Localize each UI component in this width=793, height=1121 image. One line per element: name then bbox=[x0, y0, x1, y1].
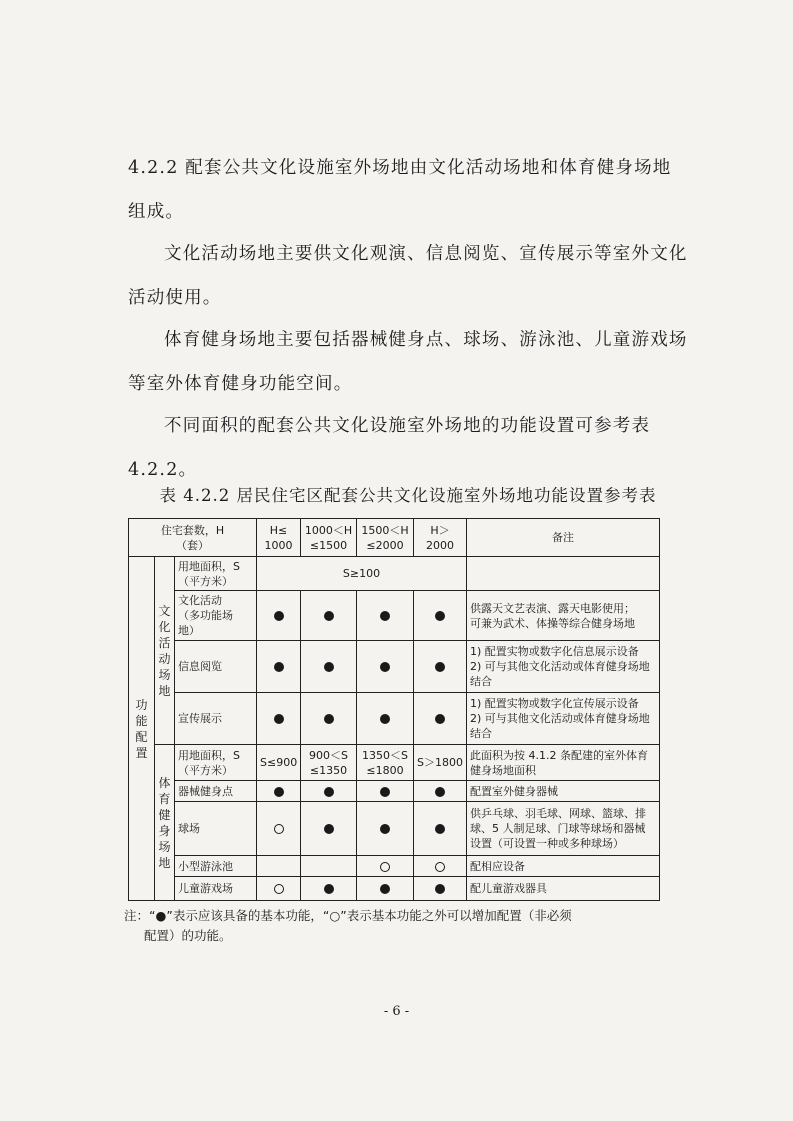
mark-cell bbox=[414, 693, 467, 745]
filled-circle-icon bbox=[274, 787, 284, 797]
sport-area-value: 1350＜S ≤1800 bbox=[357, 745, 414, 781]
mark-cell bbox=[301, 641, 357, 693]
header-housing-units: 住宅套数，H （套） bbox=[129, 519, 257, 557]
header-col: H≤ 1000 bbox=[257, 519, 301, 557]
filled-circle-icon bbox=[380, 714, 390, 724]
filled-circle-icon bbox=[274, 714, 284, 724]
filled-circle-icon bbox=[435, 884, 445, 894]
mark-cell bbox=[301, 781, 357, 802]
mark-cell bbox=[257, 781, 301, 802]
mark-cell bbox=[357, 802, 414, 856]
filled-circle-icon bbox=[435, 662, 445, 672]
culture-area-value: S≥100 bbox=[257, 557, 467, 591]
table-caption: 表 4.2.2 居民住宅区配套公共文化设施室外场地功能设置参考表 bbox=[159, 486, 657, 505]
row-label: 球场 bbox=[175, 802, 257, 856]
page-number: - 6 - bbox=[383, 1004, 410, 1019]
sport-row bbox=[129, 781, 660, 802]
row-note bbox=[467, 557, 660, 591]
filled-circle-icon bbox=[435, 611, 445, 621]
filled-circle-icon bbox=[324, 787, 334, 797]
row-label: 文化活动 （多功能场 地） bbox=[175, 591, 257, 641]
paragraph-table-reference: 不同面积的配套公共文化设施室外场地的功能设置可参考表 4.2.2。 bbox=[128, 416, 651, 480]
hollow-circle-icon bbox=[274, 824, 284, 834]
culture-area-row bbox=[129, 557, 660, 591]
row-note: 1) 配置实物或数字化宣传展示设备 2) 可与其他文化活动或体育健身场地结合 bbox=[467, 693, 660, 745]
hollow-circle-icon bbox=[380, 862, 390, 872]
mark-cell bbox=[301, 591, 357, 641]
filled-circle-icon bbox=[380, 662, 390, 672]
mark-cell bbox=[257, 591, 301, 641]
culture-row bbox=[129, 641, 660, 693]
filled-circle-icon bbox=[380, 611, 390, 621]
header-col: H＞2000 bbox=[414, 519, 467, 557]
mark-cell bbox=[414, 877, 467, 901]
filled-circle-icon bbox=[324, 884, 334, 894]
mark-cell bbox=[301, 877, 357, 901]
hollow-circle-icon bbox=[274, 884, 284, 894]
hollow-circle-icon bbox=[435, 862, 445, 872]
filled-circle-icon bbox=[435, 824, 445, 834]
mark-cell bbox=[414, 802, 467, 856]
function-setting-table bbox=[128, 518, 660, 901]
mark-cell bbox=[357, 591, 414, 641]
culture-row bbox=[129, 591, 660, 641]
mark-cell bbox=[414, 641, 467, 693]
filled-circle-icon bbox=[274, 662, 284, 672]
filled-circle-icon bbox=[324, 662, 334, 672]
row-label: 用地面积，S （平方米） bbox=[175, 745, 257, 781]
mark-cell bbox=[414, 591, 467, 641]
footnote-line-1: 注：“●”表示应该具备的基本功能，“○”表示基本功能之外可以增加配置（非必须 bbox=[124, 908, 572, 923]
row-note: 配相应设备 bbox=[467, 856, 660, 877]
mark-cell bbox=[257, 693, 301, 745]
sport-area-value: 900＜S ≤1350 bbox=[301, 745, 357, 781]
table-footnote bbox=[124, 906, 684, 946]
filled-circle-icon bbox=[274, 611, 284, 621]
row-note: 供露天文艺表演、露天电影使用； 可兼为武术、体操等综合健身场地 bbox=[467, 591, 660, 641]
paragraph-sport-venue: 体育健身场地主要包括器械健身点、球场、游泳池、儿童游戏场等室外体育健身功能空间。 bbox=[128, 330, 688, 394]
header-note: 备注 bbox=[467, 519, 660, 557]
mark-cell bbox=[301, 856, 357, 877]
sport-row bbox=[129, 877, 660, 901]
sport-area-row bbox=[129, 745, 660, 781]
header-col: 1500＜H ≤2000 bbox=[357, 519, 414, 557]
filled-circle-icon bbox=[324, 824, 334, 834]
mark-cell bbox=[357, 877, 414, 901]
sport-area-value: S＞1800 bbox=[414, 745, 467, 781]
row-note: 此面积为按 4.1.2 条配建的室外体育健身场地面积 bbox=[467, 745, 660, 781]
filled-circle-icon bbox=[380, 884, 390, 894]
sport-area-value: S≤900 bbox=[257, 745, 301, 781]
mark-cell bbox=[357, 641, 414, 693]
paragraph-4-2-2: 4.2.2 配套公共文化设施室外场地由文化活动场地和体育健身场地组成。 bbox=[128, 158, 672, 222]
group-culture-venue: 文 化 活 动 场 地 bbox=[155, 557, 175, 745]
table-header-row bbox=[129, 519, 660, 557]
row-note: 配儿童游戏器具 bbox=[467, 877, 660, 901]
row-note: 1) 配置实物或数字化信息展示设备 2) 可与其他文化活动或体育健身场地结合 bbox=[467, 641, 660, 693]
mark-cell bbox=[257, 641, 301, 693]
row-note: 供乒乓球、羽毛球、网球、篮球、排球、5 人制足球、门球等球场和器械设置（可设置一种或多种球场） bbox=[467, 802, 660, 856]
footnote-line-2: 配置）的功能。 bbox=[144, 928, 232, 943]
mark-cell bbox=[414, 781, 467, 802]
culture-row bbox=[129, 693, 660, 745]
mark-cell bbox=[301, 802, 357, 856]
sport-row bbox=[129, 802, 660, 856]
filled-circle-icon bbox=[324, 714, 334, 724]
mark-cell bbox=[257, 802, 301, 856]
filled-circle-icon bbox=[380, 824, 390, 834]
mark-cell bbox=[357, 693, 414, 745]
filled-circle-icon bbox=[435, 787, 445, 797]
paragraph-culture-venue: 文化活动场地主要供文化观演、信息阅览、宣传展示等室外文化活动使用。 bbox=[128, 244, 688, 308]
row-label: 儿童游戏场 bbox=[175, 877, 257, 901]
mark-cell bbox=[414, 856, 467, 877]
filled-circle-icon bbox=[435, 714, 445, 724]
group-sport-venue: 体 育 健 身 场 地 bbox=[155, 745, 175, 901]
filled-circle-icon bbox=[324, 611, 334, 621]
row-label: 信息阅览 bbox=[175, 641, 257, 693]
row-note: 配置室外健身器械 bbox=[467, 781, 660, 802]
row-label: 小型游泳池 bbox=[175, 856, 257, 877]
row-label: 用地面积，S （平方米） bbox=[175, 557, 257, 591]
mark-cell bbox=[257, 856, 301, 877]
mark-cell bbox=[301, 693, 357, 745]
row-label: 器械健身点 bbox=[175, 781, 257, 802]
header-col: 1000＜H ≤1500 bbox=[301, 519, 357, 557]
filled-circle-icon bbox=[380, 787, 390, 797]
row-label: 宣传展示 bbox=[175, 693, 257, 745]
mark-cell bbox=[357, 856, 414, 877]
mark-cell bbox=[257, 877, 301, 901]
sport-row bbox=[129, 856, 660, 877]
mark-cell bbox=[357, 781, 414, 802]
group-function-config: 功 能 配 置 bbox=[129, 557, 155, 901]
